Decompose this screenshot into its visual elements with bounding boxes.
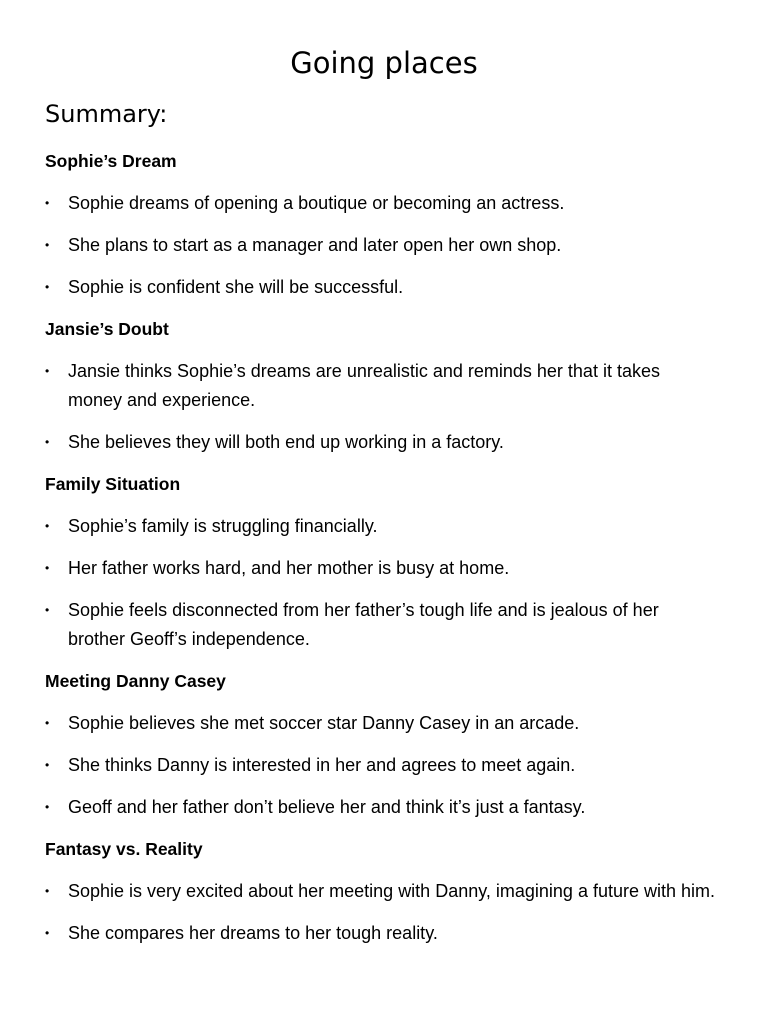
bullet-icon: • — [45, 884, 50, 898]
bullet-icon: • — [45, 758, 50, 772]
section-jansies-doubt — [45, 315, 715, 457]
list-item-text: She believes they will both end up working in a factory. — [68, 432, 504, 452]
list-item-text: Sophie is very excited about her meeting with Danny, imagining a future with him. — [68, 881, 715, 901]
list-item-text: Sophie feels disconnected from her father’s tough life and is jealous of her brother Geoff’s independence. — [68, 600, 659, 649]
bullet-icon: • — [45, 561, 50, 575]
list-item-text: Sophie is confident she will be successful. — [68, 277, 404, 297]
list-item — [45, 273, 715, 302]
bullet-icon: • — [45, 280, 50, 294]
bullet-icon: • — [45, 519, 50, 533]
summary-heading: Summary: — [45, 100, 168, 128]
list-item — [45, 596, 715, 654]
section-heading: Family Situation — [45, 474, 181, 494]
list-item — [45, 793, 715, 822]
list-item — [45, 919, 715, 948]
list-item — [45, 751, 715, 780]
bullet-icon: • — [45, 926, 50, 940]
page-title: Going places — [290, 46, 478, 80]
bullet-list — [45, 877, 715, 948]
bullet-icon: • — [45, 196, 50, 210]
list-item-text: She plans to start as a manager and later open her own shop. — [68, 235, 562, 255]
bullet-icon: • — [45, 603, 50, 617]
bullet-list — [45, 189, 715, 302]
list-item-text: Her father works hard, and her mother is busy at home. — [68, 558, 510, 578]
section-heading: Meeting Danny Casey — [45, 671, 226, 691]
section-family-situation — [45, 470, 715, 654]
section-sophies-dream — [45, 147, 715, 302]
section-meeting-danny-casey — [45, 667, 715, 822]
list-item-text: Sophie dreams of opening a boutique or becoming an actress. — [68, 193, 565, 213]
list-item — [45, 231, 715, 260]
list-item-text: Sophie’s family is struggling financially. — [68, 516, 378, 536]
section-heading: Fantasy vs. Reality — [45, 839, 203, 859]
list-item — [45, 512, 715, 541]
list-item-text: Jansie thinks Sophie’s dreams are unrealistic and reminds her that it takes money and experience. — [68, 361, 660, 410]
bullet-icon: • — [45, 435, 50, 449]
bullet-icon: • — [45, 238, 50, 252]
list-item-text: Sophie believes she met soccer star Danny Casey in an arcade. — [68, 713, 580, 733]
bullet-list — [45, 512, 715, 654]
list-item — [45, 428, 715, 457]
list-item — [45, 554, 715, 583]
list-item-text: Geoff and her father don’t believe her and think it’s just a fantasy. — [68, 797, 586, 817]
section-heading: Sophie’s Dream — [45, 151, 177, 171]
bullet-list — [45, 709, 715, 822]
section-heading: Jansie’s Doubt — [45, 319, 169, 339]
list-item-text: She compares her dreams to her tough reality. — [68, 923, 438, 943]
list-item — [45, 189, 715, 218]
list-item — [45, 357, 715, 415]
bullet-icon: • — [45, 716, 50, 730]
list-item — [45, 709, 715, 738]
bullet-icon: • — [45, 364, 50, 378]
bullet-icon: • — [45, 800, 50, 814]
section-fantasy-vs-reality — [45, 835, 715, 948]
document-content — [45, 147, 715, 961]
bullet-list — [45, 357, 715, 457]
list-item-text: She thinks Danny is interested in her and agrees to meet again. — [68, 755, 576, 775]
list-item — [45, 877, 715, 906]
